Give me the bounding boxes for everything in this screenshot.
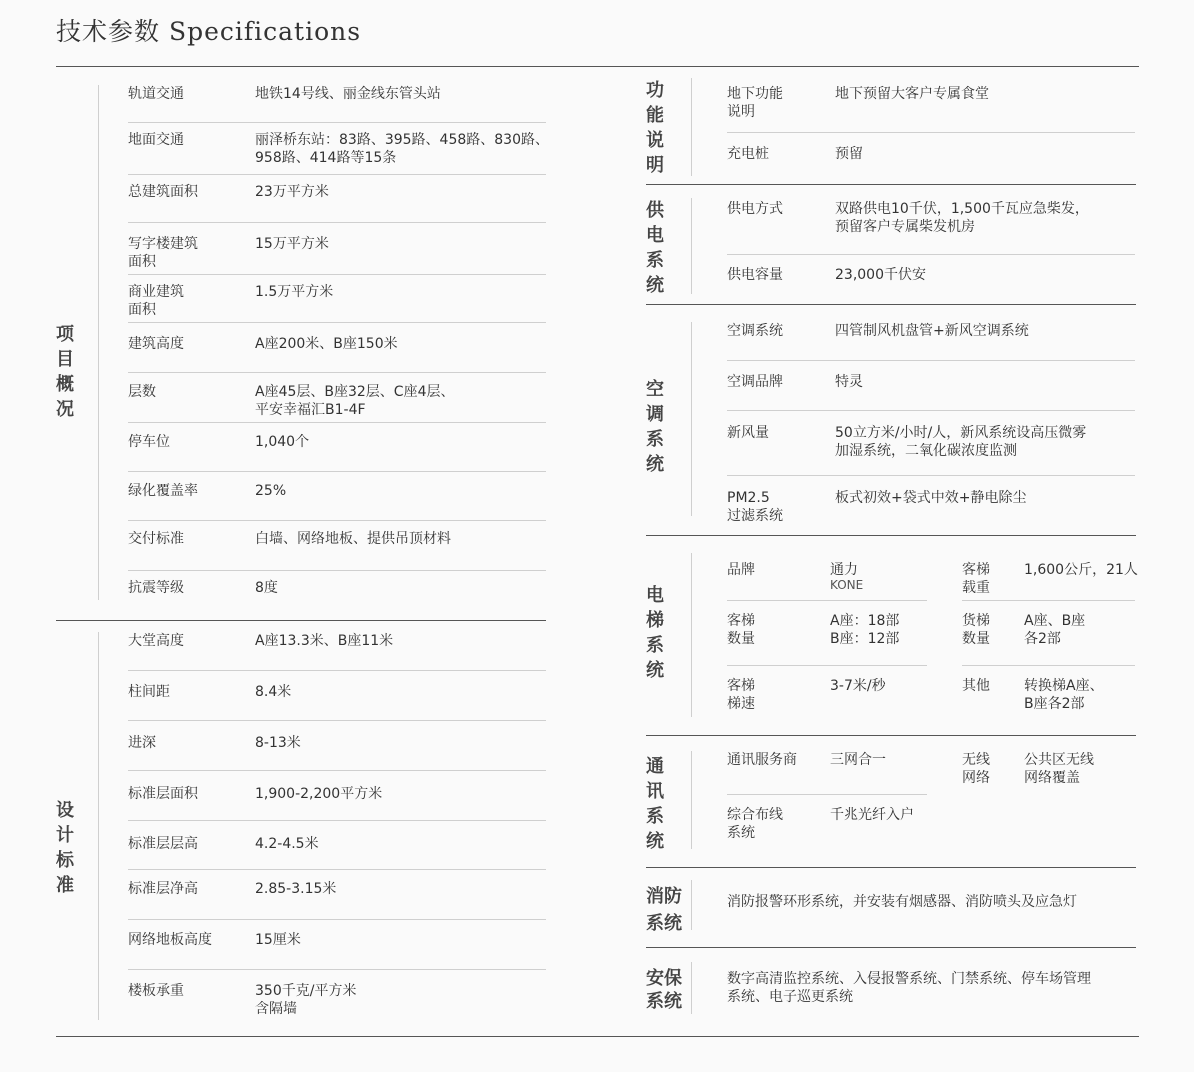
ac-value: 50立方米/小时/人，新风系统设高压微雾 加湿系统，二氧化碳浓度监测: [835, 425, 1087, 459]
overview-label: 建筑高度: [128, 336, 184, 352]
design-label: 标准层净高: [128, 881, 198, 897]
overview-value: 15万平方米: [255, 236, 329, 252]
design-value: 2.85-3.15米: [255, 881, 337, 897]
overview-value: 8度: [255, 580, 278, 596]
row-separator: [727, 600, 927, 601]
security-value: 数字高清监控系统、入侵报警系统、门禁系统、停车场管理 系统、电子巡更系统: [727, 971, 1091, 1005]
design-divider: [98, 632, 99, 1020]
power-value: 双路供电10千伏，1,500千瓦应急柴发， 预留客户专属柴发机房: [835, 201, 1089, 235]
overview-value: 丽泽桥东站：83路、395路、458路、830路、 958路、414路等15条: [255, 132, 549, 166]
overview-value: 1.5万平方米: [255, 284, 334, 300]
elevator-brand-sub: KONE: [830, 578, 864, 592]
elevator-pcap-value: 1,600公斤，21人: [1024, 562, 1138, 578]
right-rule-5: [646, 867, 1136, 868]
elevator-pcap-label: 客梯 载重: [962, 562, 990, 596]
design-value: 8.4米: [255, 684, 292, 700]
row-separator: [727, 475, 1135, 476]
elevator-pnum-value: A座：18部 B座：12部: [830, 613, 900, 647]
row-separator: [727, 360, 1135, 361]
right-rule-2: [646, 304, 1136, 305]
right-rule-4: [646, 735, 1136, 736]
overview-label: 写字楼建筑 面积: [128, 236, 198, 270]
overview-value: A座45层、B座32层、C座4层、 平安幸福汇B1-4F: [255, 384, 455, 418]
elevator-other-label: 其他: [962, 678, 990, 694]
design-label: 网络地板高度: [128, 932, 212, 948]
row-separator: [727, 254, 1135, 255]
overview-label: 停车位: [128, 434, 170, 450]
elevator-speed-label: 客梯 梯速: [727, 678, 755, 712]
elevator-other-value: 转换梯A座、 B座各2部: [1024, 678, 1104, 712]
ac-label: 空调系统: [727, 323, 783, 339]
page-title: 技术参数 Specifications: [56, 17, 362, 46]
row-separator: [128, 122, 546, 123]
footer-rule: [56, 1036, 1139, 1037]
design-value: 4.2-4.5米: [255, 836, 319, 852]
overview-label: 交付标准: [128, 531, 184, 547]
function-label: 充电桩: [727, 146, 769, 162]
row-separator: [727, 132, 1135, 133]
elevator-pnum-label: 客梯 数量: [727, 613, 755, 647]
row-separator: [128, 274, 546, 275]
row-separator: [962, 665, 1135, 666]
power-label: 供电容量: [727, 267, 783, 283]
power-value: 23,000千伏安: [835, 267, 926, 283]
telecom-provider-value: 三网合一: [830, 752, 886, 768]
fire-divider: [691, 880, 692, 930]
telecom-divider: [691, 751, 692, 849]
design-value: A座13.3米、B座11米: [255, 633, 394, 649]
section-design-title: 设 计 标 准: [56, 800, 74, 896]
design-value: 8-13米: [255, 735, 301, 751]
row-separator: [128, 174, 546, 175]
elevator-fnum-value: A座、B座 各2部: [1024, 613, 1086, 647]
design-label: 进深: [128, 735, 156, 751]
design-label: 柱间距: [128, 684, 170, 700]
power-divider: [691, 198, 692, 294]
function-value: 预留: [835, 146, 863, 162]
overview-label: 层数: [128, 384, 156, 400]
section-function-title: 功 能 说 明: [646, 80, 664, 176]
function-divider: [691, 78, 692, 176]
design-label: 标准层面积: [128, 786, 198, 802]
header-rule: [56, 66, 1139, 67]
right-rule-3: [646, 535, 1136, 536]
power-label: 供电方式: [727, 201, 783, 217]
overview-value: 23万平方米: [255, 184, 329, 200]
ac-divider: [691, 322, 692, 516]
row-separator: [128, 820, 546, 821]
right-rule-1: [646, 184, 1136, 185]
telecom-provider-label: 通讯服务商: [727, 752, 797, 768]
elevator-divider: [691, 553, 692, 717]
row-separator: [128, 520, 546, 521]
overview-value: 1,040个: [255, 434, 310, 450]
row-separator: [128, 869, 546, 870]
ac-value: 四管制风机盘管+新风空调系统: [835, 323, 1029, 339]
row-separator: [128, 969, 546, 970]
row-separator: [727, 665, 927, 666]
design-label: 标准层层高: [128, 836, 198, 852]
elevator-fnum-label: 货梯 数量: [962, 613, 990, 647]
ac-label: PM2.5 过滤系统: [727, 490, 783, 524]
row-separator: [128, 322, 546, 323]
row-separator: [128, 770, 546, 771]
row-separator: [128, 222, 546, 223]
row-separator: [128, 471, 546, 472]
section-ac-title: 空 调 系 统: [646, 379, 664, 475]
function-value: 地下预留大客户专属食堂: [835, 86, 989, 102]
overview-label: 轨道交通: [128, 86, 184, 102]
design-value: 15厘米: [255, 932, 301, 948]
overview-label: 绿化覆盖率: [128, 483, 198, 499]
section-elevator-title: 电 梯 系 统: [646, 585, 664, 681]
telecom-cabling-label: 综合布线 系统: [727, 807, 783, 841]
left-section-rule: [56, 620, 546, 621]
section-telecom-title: 通 讯 系 统: [646, 756, 664, 852]
ac-value: 板式初效+袋式中效+静电除尘: [835, 490, 1027, 506]
row-separator: [128, 670, 546, 671]
design-label: 大堂高度: [128, 633, 184, 649]
design-value: 350千克/平方米 含隔墙: [255, 983, 357, 1017]
ac-label: 空调品牌: [727, 374, 783, 390]
design-label: 楼板承重: [128, 983, 184, 999]
overview-value: 地铁14号线、丽金线东管头站: [255, 86, 441, 102]
overview-label: 抗震等级: [128, 580, 184, 596]
overview-value: 白墙、网络地板、提供吊顶材料: [255, 531, 451, 547]
overview-label: 地面交通: [128, 132, 184, 148]
elevator-brand-value: 通力: [830, 562, 858, 578]
section-security-title: 安保 系统: [646, 968, 682, 1012]
overview-divider: [98, 85, 99, 600]
overview-label: 商业建筑 面积: [128, 284, 184, 318]
section-power-title: 供 电 系 统: [646, 200, 664, 296]
design-value: 1,900-2,200平方米: [255, 786, 383, 802]
row-separator: [128, 422, 546, 423]
section-overview-title: 项 目 概 况: [56, 324, 74, 420]
telecom-wifi-label: 无线 网络: [962, 752, 990, 786]
ac-label: 新风量: [727, 425, 769, 441]
right-rule-6: [646, 947, 1136, 948]
elevator-brand-label: 品牌: [727, 562, 755, 578]
overview-value: A座200米、B座150米: [255, 336, 398, 352]
row-separator: [962, 600, 1135, 601]
fire-value: 消防报警环形系统，并安装有烟感器、消防喷头及应急灯: [727, 894, 1077, 910]
row-separator: [128, 372, 546, 373]
row-separator: [128, 570, 546, 571]
row-separator: [128, 919, 546, 920]
row-separator: [727, 410, 1135, 411]
overview-value: 25%: [255, 483, 287, 499]
row-separator: [727, 794, 927, 795]
telecom-wifi-value: 公共区无线 网络覆盖: [1024, 752, 1094, 786]
overview-label: 总建筑面积: [128, 184, 198, 200]
elevator-speed-value: 3-7米/秒: [830, 678, 886, 694]
row-separator: [128, 720, 546, 721]
telecom-cabling-value: 千兆光纤入户: [830, 807, 914, 823]
section-fire-title: 消防 系统: [646, 886, 682, 934]
security-divider: [691, 962, 692, 1014]
ac-value: 特灵: [835, 374, 863, 390]
function-label: 地下功能 说明: [727, 86, 783, 120]
